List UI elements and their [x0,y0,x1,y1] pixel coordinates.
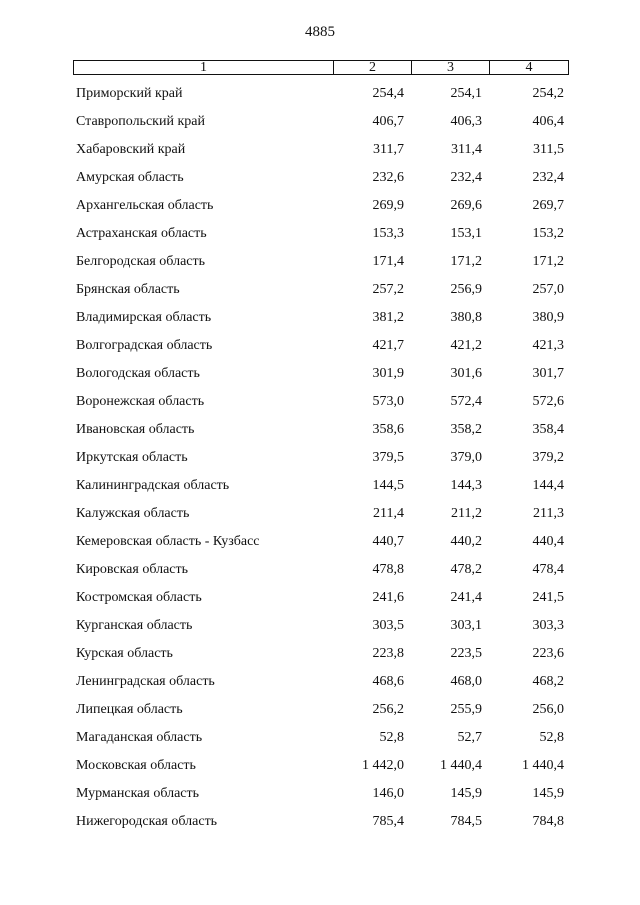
value-cell-column-3: 440,2 [450,534,482,549]
value-cell-column-2: 153,3 [372,226,404,241]
table-row [0,724,640,752]
value-cell-column-3: 301,6 [450,366,482,381]
value-cell-column-3: 1 440,4 [440,758,482,773]
table-row [0,304,640,332]
value-cell-column-3: 303,1 [450,618,482,633]
region-name-cell: Кемеровская область - Кузбасс [76,534,260,549]
value-cell-column-3: 421,2 [450,338,482,353]
value-cell-column-2: 269,9 [372,198,404,213]
value-cell-column-4: 1 440,4 [522,758,564,773]
region-name-cell: Ивановская область [76,422,195,437]
region-name-cell: Амурская область [76,170,184,185]
region-name-cell: Хабаровский край [76,142,186,157]
region-name-cell: Магаданская область [76,730,203,745]
value-cell-column-3: 255,9 [450,702,482,717]
value-cell-column-4: 478,4 [532,562,564,577]
value-cell-column-3: 478,2 [450,562,482,577]
table-row [0,696,640,724]
region-name-cell: Архангельская область [76,198,214,213]
table-row [0,472,640,500]
table-header-row [73,60,569,75]
value-cell-column-4: 211,3 [533,506,564,521]
value-cell-column-3: 311,4 [451,142,482,157]
table-row [0,528,640,556]
value-cell-column-2: 478,8 [372,562,404,577]
value-cell-column-4: 171,2 [532,254,564,269]
table-row [0,780,640,808]
table-row [0,136,640,164]
value-cell-column-2: 254,4 [372,86,404,101]
value-cell-column-4: 784,8 [532,814,564,829]
value-cell-column-2: 358,6 [372,422,404,437]
region-name-cell: Мурманская область [76,786,200,801]
value-cell-column-3: 572,4 [450,394,482,409]
value-cell-column-2: 440,7 [372,534,404,549]
region-name-cell: Ленинградская область [76,674,215,689]
value-cell-column-4: 52,8 [539,730,564,745]
table-row [0,220,640,248]
value-cell-column-4: 144,4 [532,478,564,493]
table-row [0,416,640,444]
value-cell-column-4: 303,3 [532,618,564,633]
region-name-cell: Калужская область [76,506,190,521]
region-name-cell: Московская область [76,758,196,773]
region-name-cell: Курская область [76,646,173,661]
value-cell-column-3: 144,3 [450,478,482,493]
table-body [0,80,640,836]
column-header-4: 4 [525,60,533,75]
region-name-cell: Вологодская область [76,366,200,381]
region-name-cell: Воронежская область [76,394,205,409]
value-cell-column-3: 145,9 [450,786,482,801]
value-cell-column-3: 380,8 [450,310,482,325]
table-row [0,556,640,584]
value-cell-column-4: 241,5 [532,590,564,605]
value-cell-column-3: 171,2 [450,254,482,269]
value-cell-column-4: 380,9 [532,310,564,325]
value-cell-column-4: 223,6 [532,646,564,661]
table-row [0,640,640,668]
value-cell-column-4: 572,6 [532,394,564,409]
region-name-cell: Костромская область [76,590,202,605]
value-cell-column-2: 406,7 [372,114,404,129]
region-name-cell: Волгоградская область [76,338,213,353]
value-cell-column-2: 171,4 [372,254,404,269]
column-header-3: 3 [412,61,490,74]
value-cell-column-3: 468,0 [450,674,482,689]
table-row [0,752,640,780]
value-cell-column-4: 145,9 [532,786,564,801]
value-cell-column-4: 232,4 [532,170,564,185]
value-cell-column-2: 573,0 [372,394,404,409]
value-cell-column-2: 241,6 [372,590,404,605]
table-row [0,584,640,612]
region-name-cell: Калининградская область [76,478,230,493]
table-row [0,192,640,220]
value-cell-column-3: 256,9 [450,282,482,297]
value-cell-column-4: 254,2 [532,86,564,101]
table-row [0,612,640,640]
value-cell-column-2: 146,0 [372,786,404,801]
value-cell-column-3: 153,1 [450,226,482,241]
page-number: 4885 [305,24,335,40]
value-cell-column-4: 406,4 [532,114,564,129]
value-cell-column-2: 52,8 [379,730,404,745]
value-cell-column-2: 301,9 [372,366,404,381]
value-cell-column-3: 52,7 [457,730,482,745]
value-cell-column-2: 468,6 [372,674,404,689]
table-row [0,388,640,416]
region-name-cell: Иркутская область [76,450,188,465]
table-row [0,276,640,304]
region-name-cell: Брянская область [76,282,180,297]
table-row [0,444,640,472]
value-cell-column-4: 440,4 [532,534,564,549]
value-cell-column-3: 269,6 [450,198,482,213]
region-name-cell: Приморский край [76,86,183,101]
value-cell-column-4: 301,7 [532,366,564,381]
value-cell-column-4: 468,2 [532,674,564,689]
table-row [0,164,640,192]
value-cell-column-2: 144,5 [372,478,404,493]
table-row [0,108,640,136]
table-row [0,248,640,276]
region-name-cell: Липецкая область [76,702,183,717]
value-cell-column-3: 241,4 [450,590,482,605]
region-name-cell: Ставропольский край [76,114,205,129]
table-row [0,668,640,696]
column-header-1: 1 [74,61,334,74]
value-cell-column-2: 421,7 [372,338,404,353]
value-cell-column-3: 784,5 [450,814,482,829]
region-name-cell: Астраханская область [76,226,207,241]
value-cell-column-3: 358,2 [450,422,482,437]
table-row [0,808,640,836]
value-cell-column-4: 421,3 [532,338,564,353]
region-name-cell: Нижегородская область [76,814,218,829]
value-cell-column-2: 257,2 [372,282,404,297]
value-cell-column-2: 381,2 [372,310,404,325]
column-header-2: 2 [334,61,412,74]
value-cell-column-3: 254,1 [450,86,482,101]
value-cell-column-4: 269,7 [532,198,564,213]
table-row [0,360,640,388]
region-name-cell: Белгородская область [76,254,206,269]
value-cell-column-4: 153,2 [532,226,564,241]
value-cell-column-2: 311,7 [373,142,404,157]
table-row [0,80,640,108]
table-row [0,332,640,360]
value-cell-column-4: 358,4 [532,422,564,437]
value-cell-column-3: 406,3 [450,114,482,129]
value-cell-column-4: 256,0 [532,702,564,717]
value-cell-column-3: 211,2 [451,506,482,521]
value-cell-column-3: 379,0 [450,450,482,465]
value-cell-column-4: 311,5 [533,142,564,157]
value-cell-column-2: 256,2 [372,702,404,717]
table-row [0,500,640,528]
value-cell-column-2: 223,8 [372,646,404,661]
value-cell-column-3: 223,5 [450,646,482,661]
value-cell-column-2: 379,5 [372,450,404,465]
region-name-cell: Кировская область [76,562,189,577]
value-cell-column-2: 1 442,0 [362,758,404,773]
value-cell-column-2: 303,5 [372,618,404,633]
value-cell-column-2: 785,4 [372,814,404,829]
value-cell-column-3: 232,4 [450,170,482,185]
region-name-cell: Курганская область [76,618,193,633]
value-cell-column-4: 257,0 [532,282,564,297]
value-cell-column-2: 211,4 [373,506,404,521]
region-name-cell: Владимирская область [76,310,212,325]
value-cell-column-2: 232,6 [372,170,404,185]
value-cell-column-4: 379,2 [532,450,564,465]
